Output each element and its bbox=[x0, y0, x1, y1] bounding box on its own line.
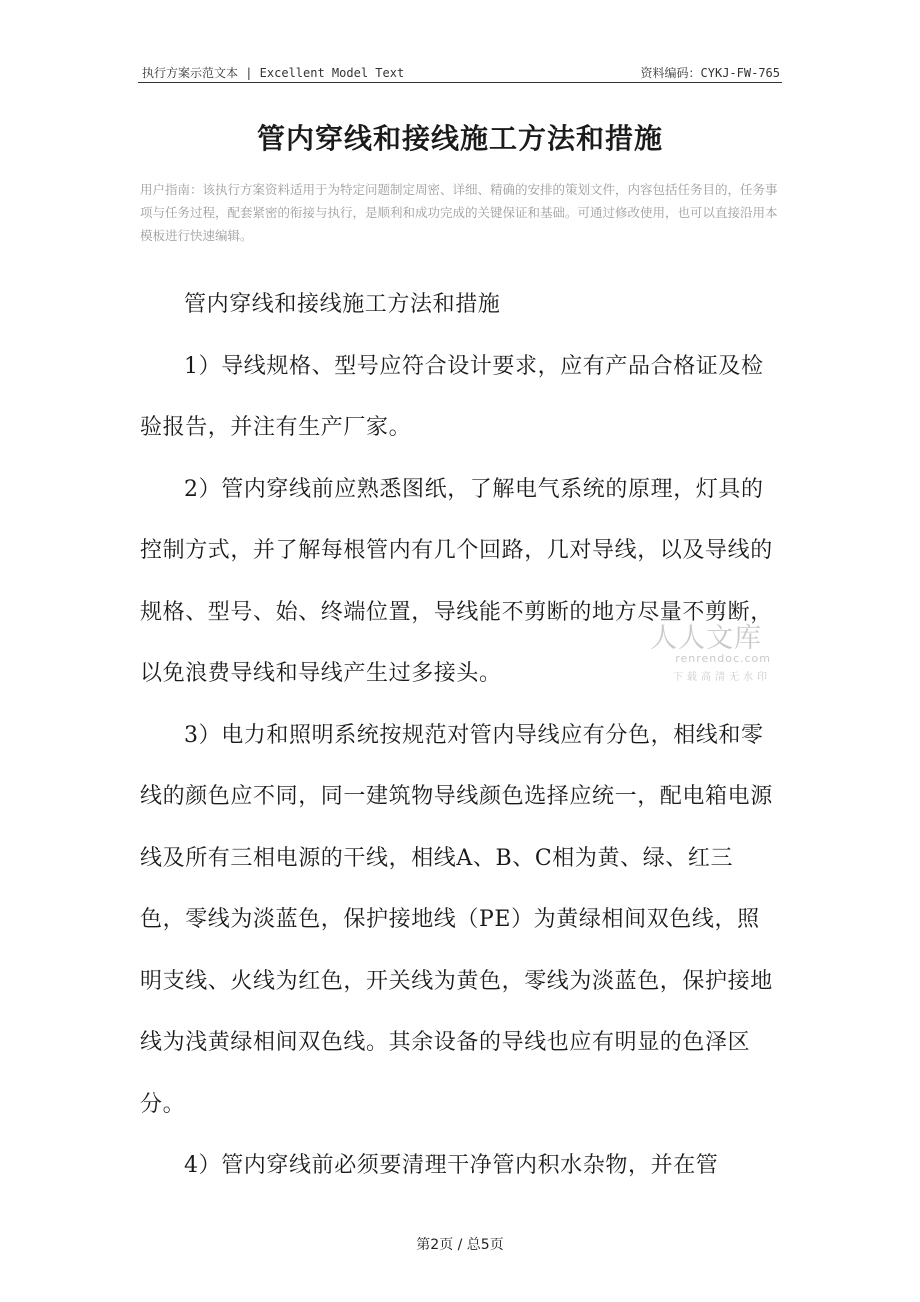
watermark-subtitle: 下载高清无水印 bbox=[673, 672, 771, 683]
header-left-text: 执行方案示范文本 | Excellent Model Text bbox=[142, 66, 405, 80]
body-paragraph-3: 3）电力和照明系统按规范对管内导线应有分色，相线和零线的颜色应不同，同一建筑物导线颜色选择应统一，配电箱电源线及所有三相电源的干线，相线A、B、C相为黄、绿、红三色，零线为淡蓝色，保护接地线（PE）为黄绿相间双色线，照明支线、火线为红色，开关线为黄色，零线为淡蓝色，保护接地线为浅黄绿相间双色线。其余设备的导线也应有明显的色泽区分。 bbox=[140, 722, 773, 1117]
watermark-domain: renrendoc.com bbox=[675, 652, 771, 665]
body-paragraph-4: 4）管内穿线前必须要清理干净管内积水杂物，并在管 bbox=[184, 1153, 719, 1178]
body-paragraph-1: 1）导线规格、型号应符合设计要求，应有产品合格证及检验报告，并注有生产厂家。 bbox=[140, 353, 764, 440]
watermark-logo bbox=[648, 616, 773, 686]
user-guide-text: 用户指南：该执行方案资料适用于为特定问题制定周密、详细、精确的安排的策划文件，内容包括任务目的，任务事项与任务过程，配套紧密的衔接与执行，是顺利和成功完成的关键保证和基础。可通过修改使用，也可以直接沿用本模板进行快速编辑。 bbox=[140, 182, 778, 243]
document-code: 资料编码：CYKJ-FW-765 bbox=[640, 66, 780, 80]
document-body bbox=[140, 274, 776, 1197]
watermark-logo-text: 人人文库 bbox=[650, 623, 762, 654]
page-title: 管内穿线和接线施工方法和措施 bbox=[256, 122, 663, 155]
page-header bbox=[138, 62, 782, 83]
body-paragraph-heading: 管内穿线和接线施工方法和措施 bbox=[184, 292, 501, 317]
body-paragraph-2: 2）管内穿线前应熟悉图纸，了解电气系统的原理，灯具的控制方式，并了解每根管内有几个回路，几对导线，以及导线的规格、型号、始、终端位置，导线能不剪断的地方尽量不剪断，以免浪费导线和导线产生过多接头。 bbox=[140, 476, 773, 686]
page-number: 第2页 / 总5页 bbox=[416, 1237, 504, 1253]
